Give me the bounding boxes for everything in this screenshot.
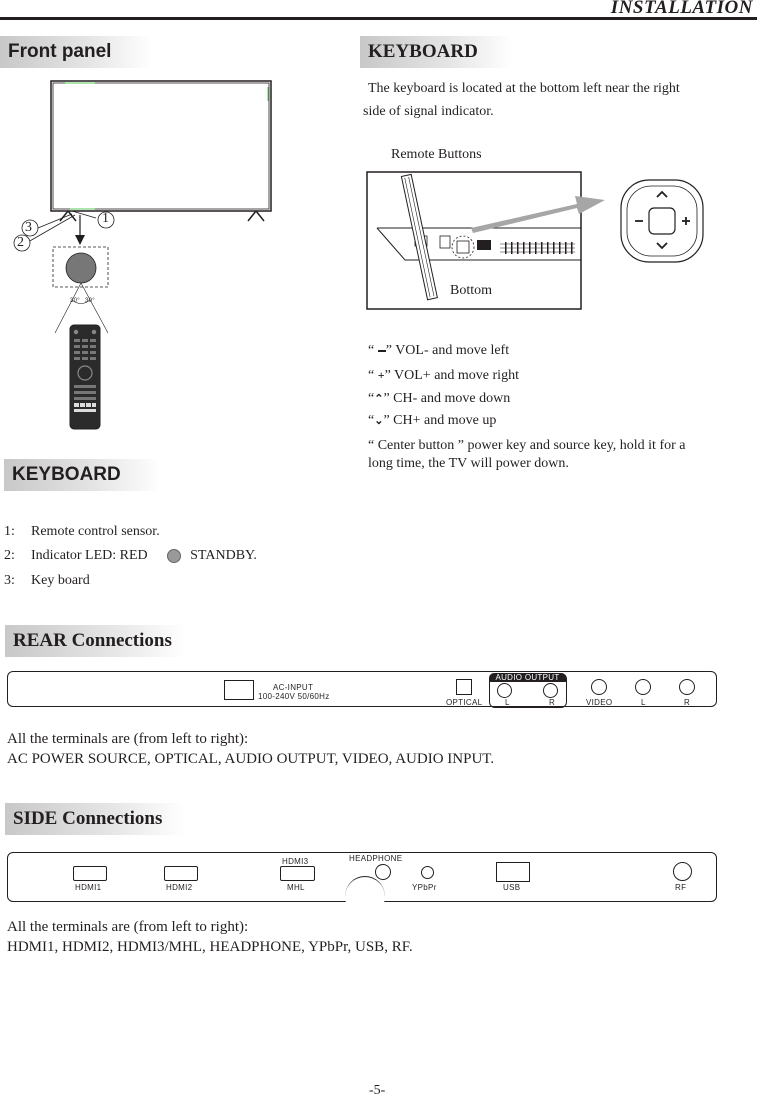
callout-3-label: 3 xyxy=(25,220,32,235)
rf-port xyxy=(673,862,692,881)
sensor-zoom xyxy=(66,253,96,283)
function-vol-minus: “ ” VOL- and move left xyxy=(368,343,510,358)
audio-out-l-port xyxy=(497,683,512,698)
minus-icon xyxy=(378,350,386,352)
hdmi3-mhl-port xyxy=(280,866,315,881)
hdmi1-label: HDMI1 xyxy=(75,883,102,892)
function-ch-minus: “⌃” CH- and move down xyxy=(368,391,511,406)
rf-label: RF xyxy=(675,883,687,892)
bottom-label: Bottom xyxy=(450,283,493,298)
audio-out-l-label: L xyxy=(505,698,510,707)
angle-left-label: 30° xyxy=(70,298,80,304)
front-panel-heading: Front panel xyxy=(0,36,152,68)
audio-out-r-label: R xyxy=(549,698,556,707)
rear-description xyxy=(7,729,494,769)
hdmi1-port xyxy=(73,866,107,881)
audio-output-label: AUDIO OUTPUT xyxy=(489,673,566,682)
angle-right-label: 30° xyxy=(85,298,95,304)
ac-input-label: AC-INPUT xyxy=(273,683,314,692)
chevron-up-icon: ⌃ xyxy=(374,393,384,405)
headphone-label: HEADPHONE xyxy=(349,854,403,863)
optical-label: OPTICAL xyxy=(446,698,483,707)
hdmi2-label: HDMI2 xyxy=(166,883,193,892)
ypbpr-port xyxy=(421,866,434,879)
side-desc-line1: All the terminals are (from left to right): xyxy=(7,919,249,935)
audio-out-r-port xyxy=(543,683,558,698)
video-label: VIDEO xyxy=(586,698,613,707)
ac-input-port xyxy=(224,680,254,700)
keyboard-intro-line1: The keyboard is located at the bottom left near the right xyxy=(368,81,680,96)
center-button-desc xyxy=(368,437,748,473)
usb-label: USB xyxy=(503,883,521,892)
callout-1-label: 1 xyxy=(102,211,109,226)
rear-desc-line2: AC POWER SOURCE, OPTICAL, AUDIO OUTPUT, VIDEO, AUDIO INPUT. xyxy=(7,751,495,767)
audio-in-l-port xyxy=(635,679,651,695)
function-vol-plus: “ +” VOL+ and move right xyxy=(368,368,519,383)
headphone-bump xyxy=(345,876,385,917)
mhl-label: MHL xyxy=(287,883,305,892)
function-ch-plus: “⌄” CH+ and move up xyxy=(368,413,497,428)
hdmi3-label: HDMI3 xyxy=(282,857,309,866)
page-number: -5- xyxy=(369,1083,386,1098)
rear-desc-line1: All the terminals are (from left to right): xyxy=(7,731,249,747)
side-description xyxy=(7,917,413,957)
side-desc-line2: HDMI1, HDMI2, HDMI3/MHL, HEADPHONE, YPbPr, USB, RF. xyxy=(7,939,413,955)
remote-buttons-label: Remote Buttons xyxy=(391,147,482,162)
front-panel-illustration xyxy=(0,75,300,435)
keyboard-intro-line2: side of signal indicator. xyxy=(363,104,494,119)
callout-2-label: 2 xyxy=(17,235,24,250)
audio-in-r-port xyxy=(679,679,695,695)
rear-connections-heading: REAR Connections xyxy=(5,625,185,657)
usb-port xyxy=(496,862,530,882)
led-indicator-icon xyxy=(167,549,181,563)
center-line2: long time, the TV will power down. xyxy=(368,456,569,471)
keyboard-item-3: 3: Key board xyxy=(4,573,90,588)
keyboard-location-illustration xyxy=(365,170,705,312)
plus-icon: + xyxy=(377,368,385,382)
audio-in-l-label: L xyxy=(641,698,646,707)
hdmi2-port xyxy=(164,866,198,881)
side-connections-heading: SIDE Connections xyxy=(5,803,185,835)
tv-outline xyxy=(51,81,271,211)
chevron-down-icon: ⌄ xyxy=(374,415,384,427)
ypbpr-label: YPbPr xyxy=(412,883,437,892)
headphone-port xyxy=(375,864,391,880)
keyboard-heading-left: KEYBOARD xyxy=(4,459,162,491)
keyboard-item-2: 2: Indicator LED: RED STANDBY. xyxy=(4,548,257,563)
ac-input-rating: 100-240V 50/60Hz xyxy=(258,692,330,701)
audio-in-r-label: R xyxy=(684,698,691,707)
keyboard-heading-top: KEYBOARD xyxy=(360,36,513,68)
page-header-title: INSTALLATION xyxy=(610,0,753,18)
keyboard-item-1: 1: Remote control sensor. xyxy=(4,524,160,539)
video-port xyxy=(591,679,607,695)
optical-port xyxy=(456,679,472,695)
center-line1: “ Center button ” power key and source key, hold it for a xyxy=(368,438,686,453)
